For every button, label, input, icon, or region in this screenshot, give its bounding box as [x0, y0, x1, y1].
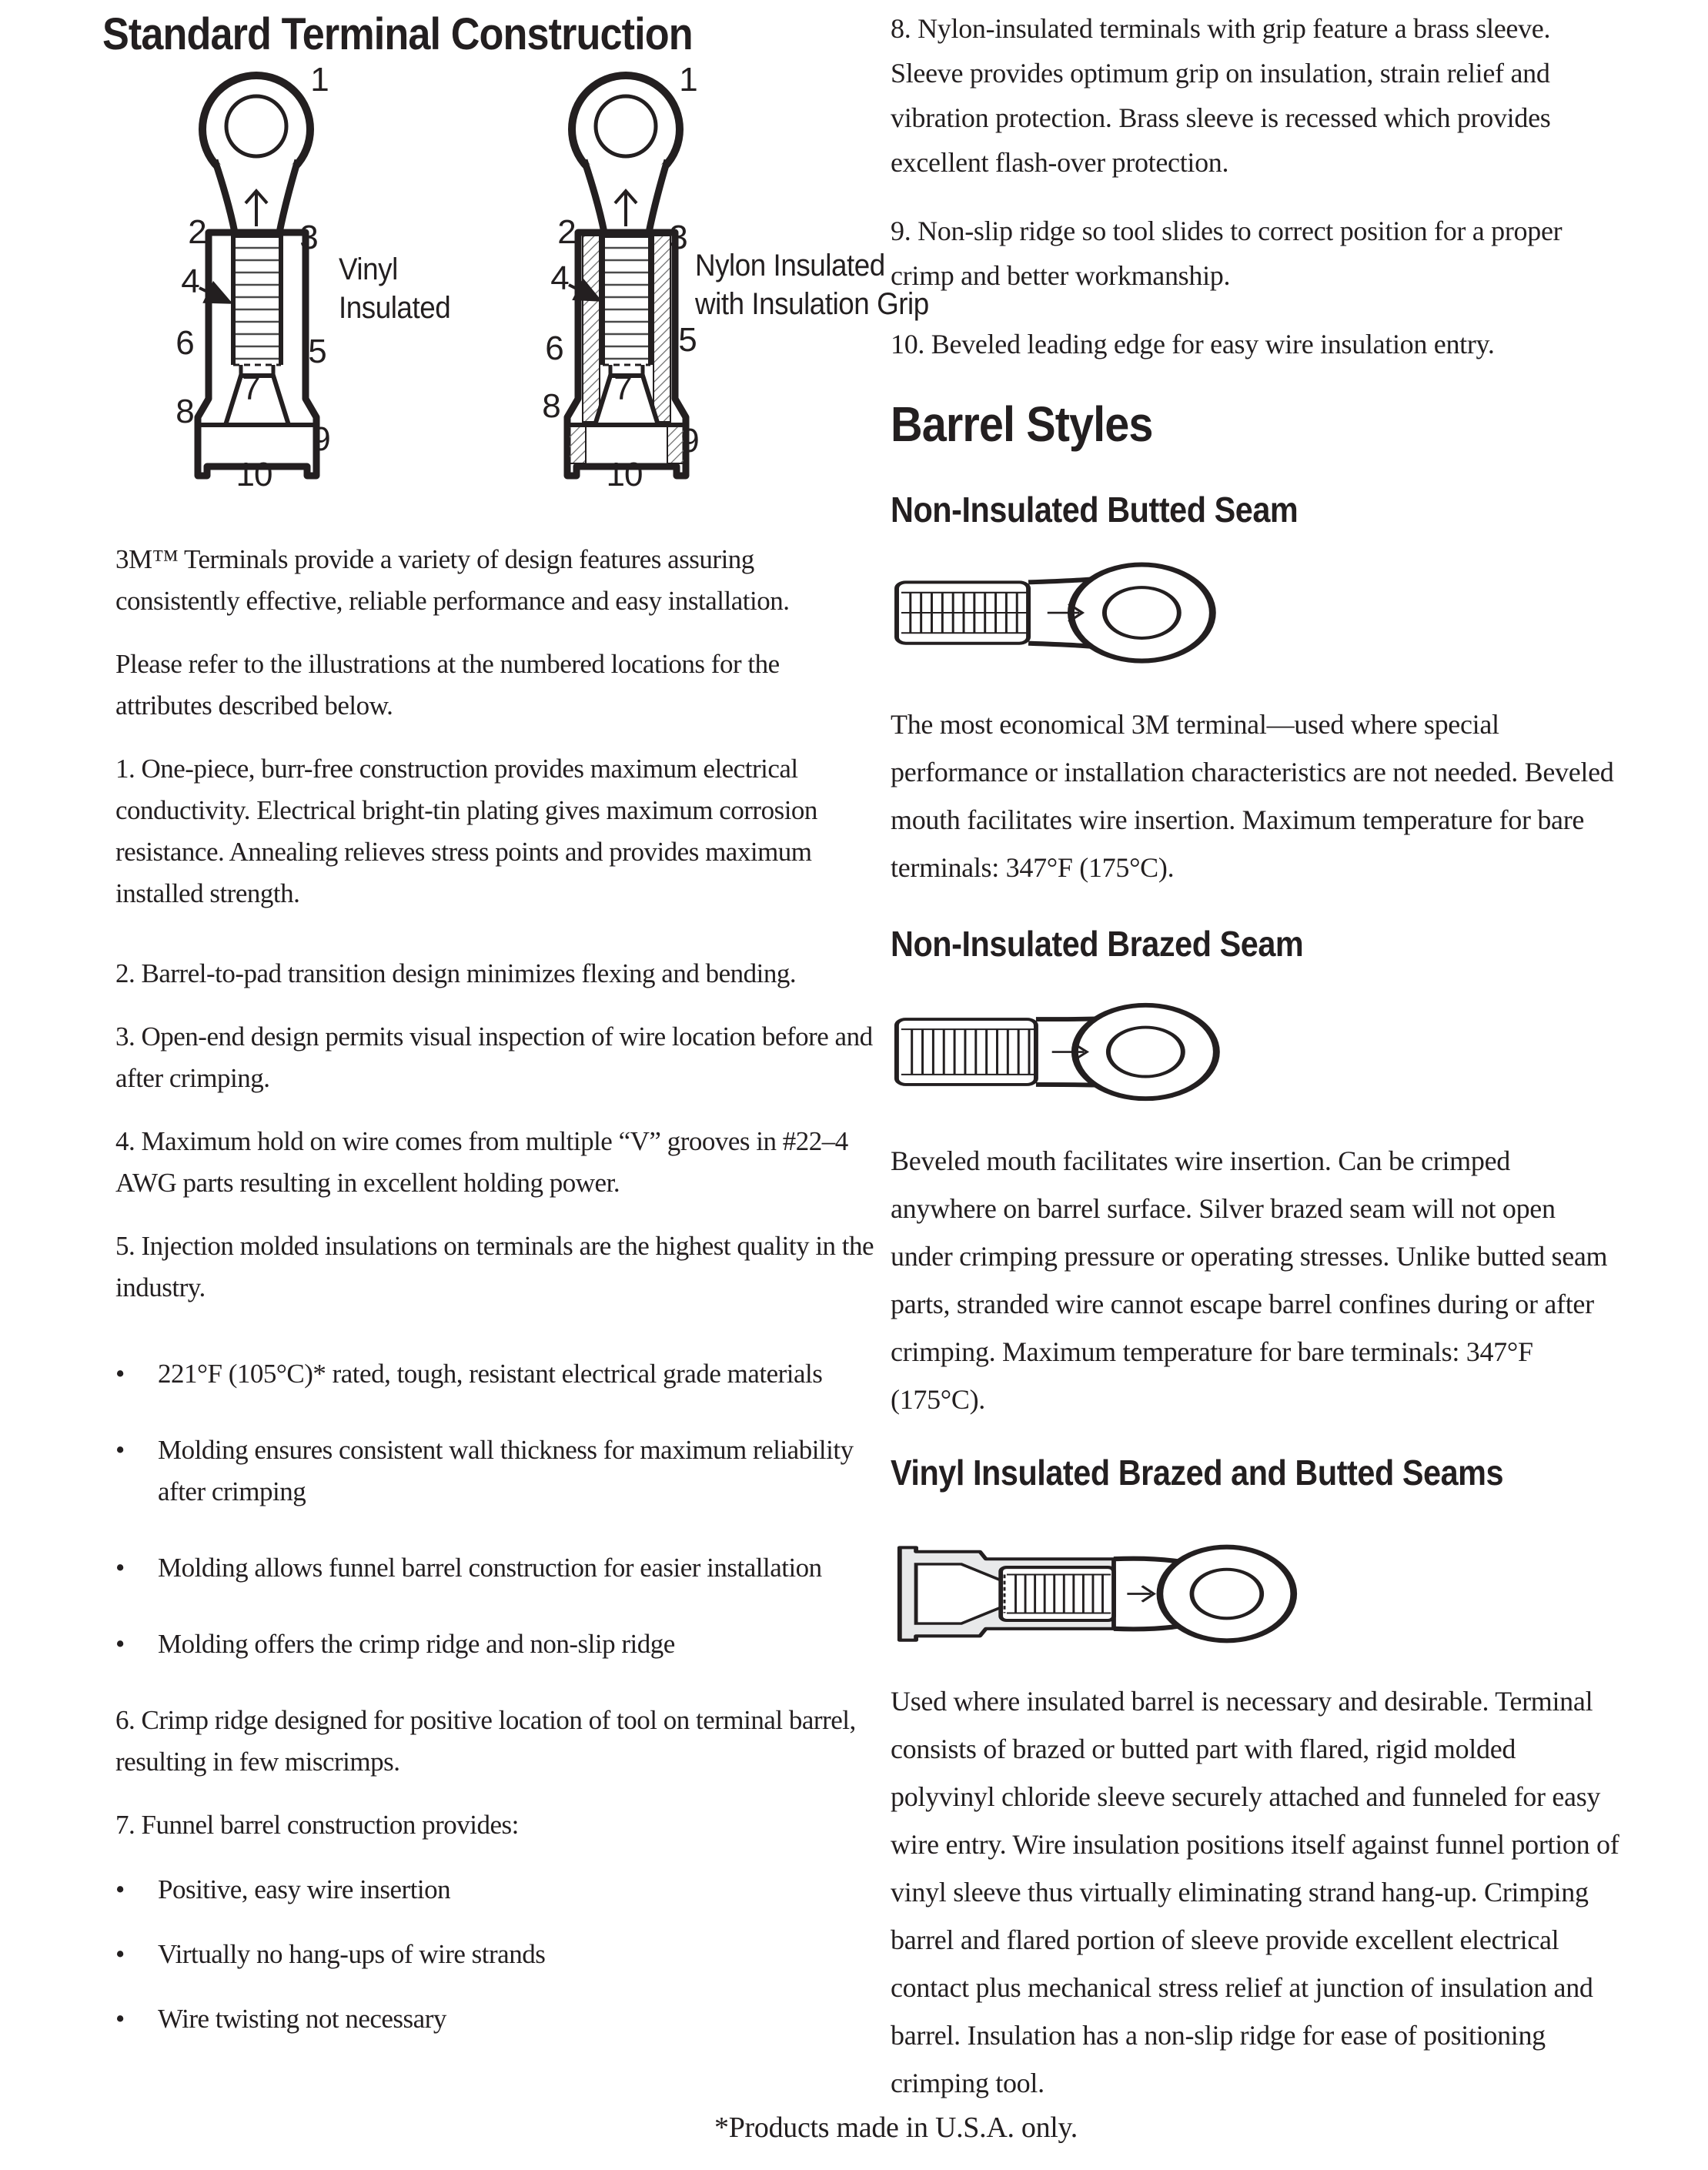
butted-seam-terminal-diagram	[891, 548, 1241, 683]
bullet-text: 221°F (105°C)* rated, tough, resistant electrical grade materials	[158, 1359, 823, 1389]
bullet-text: Molding ensures consistent wall thickness for maximum reliability after crimping	[158, 1435, 854, 1506]
vinyl-insulated-seams-heading: Vinyl Insulated Brazed and Butted Seams	[891, 1453, 1504, 1493]
vinyl-insulated-seam-terminal-diagram	[891, 1529, 1337, 1660]
nylon-caption-line2: with Insulation Grip	[695, 287, 929, 321]
list-item	[115, 1934, 877, 1975]
products-footnote: *Products made in U.S.A. only.	[714, 2111, 1078, 2144]
brazed-seam-heading: Non-Insulated Brazed Seam	[891, 924, 1304, 964]
standard-terminal-construction-figure	[100, 61, 929, 514]
funnel-bullet-list	[115, 1869, 877, 2040]
vinyl-caption-line1: Vinyl	[339, 252, 398, 286]
feature-10-paragraph: 10. Beveled leading edge for easy wire insulation entry.	[891, 329, 1495, 359]
callout-3-nylon: 3	[669, 219, 687, 256]
callout-7-nylon: 7	[613, 369, 632, 407]
bullet-text: Molding offers the crimp ridge and non-slip ridge	[158, 1629, 675, 1659]
butted-seam-heading: Non-Insulated Butted Seam	[891, 490, 1299, 530]
callout-1-nylon: 1	[679, 61, 697, 99]
bullet-glyph: •	[115, 1629, 125, 1659]
butted-seam-body: The most economical 3M terminal—used where special performance or installation characteristics are not needed. Beveled mouth facilitates wire insertion. Maximum temperature for bare terminals: 347°F (175°C).	[891, 709, 1614, 883]
callout-9-vinyl: 9	[312, 420, 330, 458]
refer-paragraph: Please refer to the illustrations at the numbered locations for the attributes described below.	[115, 649, 780, 721]
feature-3-paragraph: 3. Open-end design permits visual inspection of wire location before and after crimping.	[115, 1021, 873, 1093]
callout-6-nylon: 6	[545, 329, 563, 367]
bullet-glyph: •	[115, 1435, 125, 1465]
callout-5-nylon: 5	[678, 321, 697, 359]
callout-5-vinyl: 5	[308, 333, 326, 370]
list-item	[115, 1429, 877, 1513]
brazed-seam-body: Beveled mouth facilitates wire insertion. Can be crimped anywhere on barrel surface. Silver brazed seam will not open under crimping pressure or operating stresses. Unlike butted seam parts, stranded wire cannot escape barrel confines during or after crimping. Maximum temperature for bare terminals: 347°F (175°C).	[891, 1145, 1608, 1415]
callout-6-vinyl: 6	[175, 324, 194, 362]
feature-4-paragraph: 4. Maximum hold on wire comes from multiple “V” grooves in #22–4 AWG parts resulting in excellent holding power.	[115, 1126, 848, 1198]
list-item	[115, 1547, 877, 1589]
callout-1-vinyl: 1	[310, 61, 329, 99]
feature-8-paragraph: 8. Nylon-insulated terminals with grip feature a brass sleeve. Sleeve provides optimum grip on insulation, strain relief and vibration protection. Brass sleeve is recessed which provides excellent flash-over protection.	[891, 13, 1551, 178]
bullet-glyph: •	[115, 2004, 125, 2034]
list-item	[115, 1353, 877, 1395]
insulation-bullet-list	[115, 1353, 877, 1665]
right-column	[891, 6, 1622, 2107]
list-item	[115, 1998, 877, 2040]
bullet-text: Molding allows funnel barrel construction for easier installation	[158, 1553, 822, 1583]
brazed-seam-terminal-diagram	[891, 988, 1241, 1119]
callout-9-nylon: 9	[680, 422, 699, 460]
callout-10-vinyl: 10	[236, 456, 272, 493]
callout-3-vinyl: 3	[299, 219, 318, 256]
feature-2-paragraph: 2. Barrel-to-pad transition design minimizes flexing and bending.	[115, 958, 797, 988]
callout-10-nylon: 10	[606, 456, 643, 493]
callout-8-vinyl: 8	[175, 393, 194, 430]
barrel-styles-heading: Barrel Styles	[891, 396, 1153, 452]
feature-9-paragraph: 9. Non-slip ridge so tool slides to correct position for a proper crimp and better workmanship.	[891, 216, 1563, 291]
feature-5-paragraph: 5. Injection molded insulations on terminals are the highest quality in the industry.	[115, 1231, 874, 1302]
callout-8-nylon: 8	[542, 387, 560, 425]
callout-2-nylon: 2	[557, 213, 576, 251]
vinyl-insulated-caption	[339, 250, 450, 327]
callout-4-nylon: 4	[550, 259, 569, 297]
bullet-glyph: •	[115, 1874, 125, 1904]
bullet-glyph: •	[115, 1553, 125, 1583]
vinyl-insulated-seams-body: Used where insulated barrel is necessary and desirable. Terminal consists of brazed or butted part with flared, rigid molded polyvinyl chloride sleeve securely attached and funneled for easy wire entry. Wire insulation positions itself against funnel portion of vinyl sleeve thus virtually eliminating strand hang-up. Crimping barrel and flared portion of sleeve provide excellent electrical contact plus mechanical stress relief at junction of insulation and barrel. Insulation has a non-slip ridge for ease of positioning crimping tool.	[891, 1686, 1619, 2098]
left-column	[115, 539, 877, 2063]
bullet-glyph: •	[115, 1359, 125, 1389]
nylon-caption-line1: Nylon Insulated	[695, 249, 885, 283]
callout-7-vinyl: 7	[242, 369, 260, 407]
intro-paragraph: 3M™ Terminals provide a variety of design features assuring consistently effective, reliable performance and easy installation.	[115, 544, 790, 616]
bullet-text: Virtually no hang-ups of wire strands	[158, 1939, 546, 1969]
feature-6-paragraph: 6. Crimp ridge designed for positive location of tool on terminal barrel, resulting in few miscrimps.	[115, 1705, 856, 1777]
callout-4-vinyl: 4	[181, 262, 199, 300]
list-item	[115, 1869, 877, 1911]
bullet-text: Positive, easy wire insertion	[158, 1874, 451, 1904]
bullet-text: Wire twisting not necessary	[158, 2004, 446, 2034]
feature-7-paragraph: 7. Funnel barrel construction provides:	[115, 1810, 519, 1840]
feature-1-paragraph: 1. One-piece, burr-free construction provides maximum electrical conductivity. Electrical bright-tin plating gives maximum corrosion resistance. Annealing relieves stress points and provides maximum installed strength.	[115, 754, 817, 908]
callout-2-vinyl: 2	[188, 213, 206, 251]
page-title: Standard Terminal Construction	[102, 9, 693, 59]
list-item	[115, 1623, 877, 1665]
vinyl-caption-line2: Insulated	[339, 291, 451, 325]
bullet-glyph: •	[115, 1939, 125, 1969]
